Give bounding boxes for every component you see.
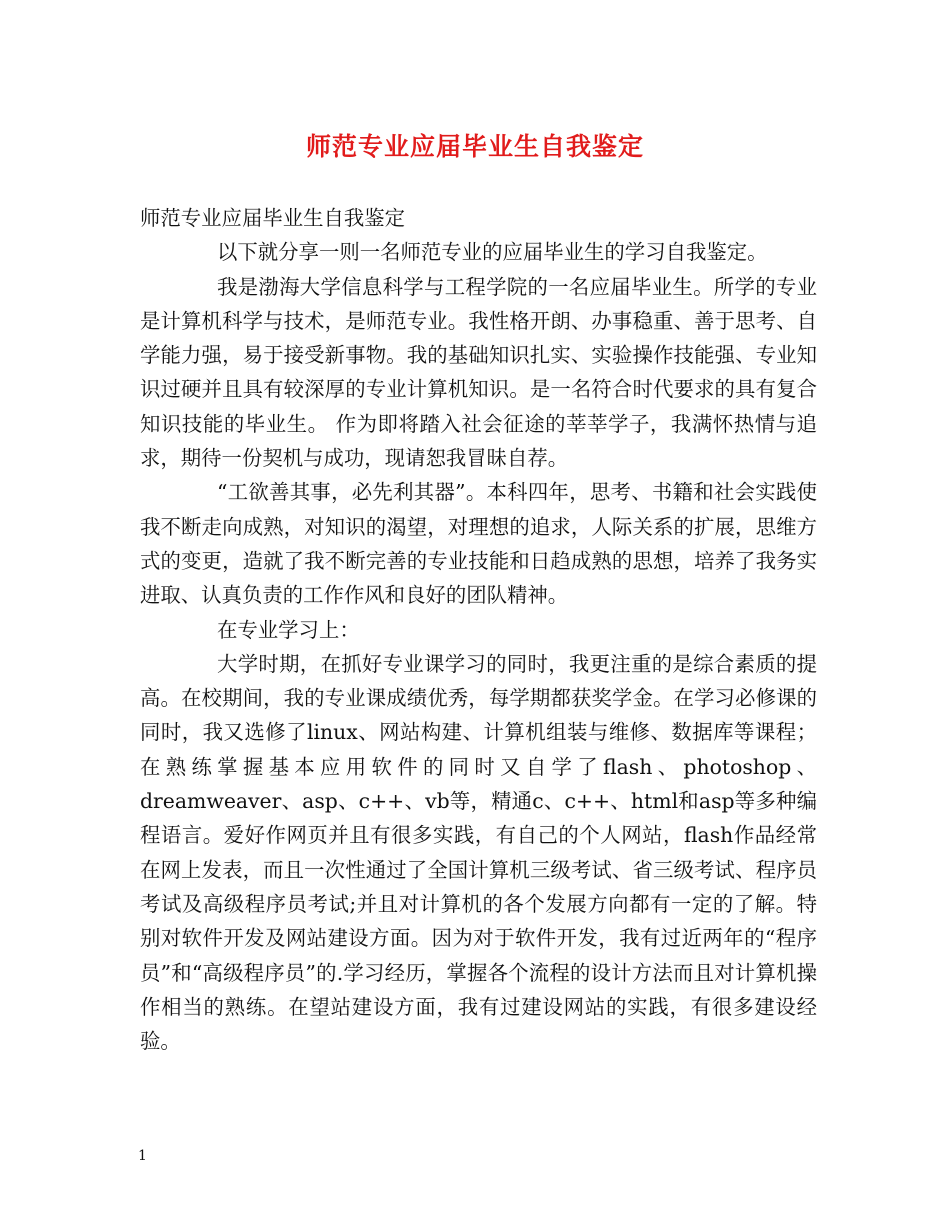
paragraph-self-introduction: 我是渤海大学信息科学与工程学院的一名应届毕业生。所学的专业是计算机科学与技术，是师范专业。我性格开朗、办事稳重、善于思考、自学能力强，易于接受新事物。我的基础知识扎实、实验操作技能强、专业知识过硬并且具有较深厚的专业计算机知识。是一名符合时代要求的具有复合知识技能的毕业生。 作为即将踏入社会征途的莘莘学子，我满怀热情与追求，期待一份契机与成功，现请恕我冒昧自荐。 [140,274,817,471]
paragraph-growth: “工欲善其事，必先利其器”。本科四年，思考、书籍和社会实践使我不断走向成熟，对知识的渴望，对理想的追求，人际关系的扩展，思维方式的变更，造就了我不断完善的专业技能和日趋成熟的思想，培养了我务实进取、认真负责的工作作风和良好的团队精神。 [140,480,817,608]
document-subtitle: 师范专业应届毕业生自我鉴定 [140,206,406,230]
paragraph-intro: 以下就分享一则一名师范专业的应届毕业生的学习自我鉴定。 [217,240,768,265]
document-body [140,201,817,1058]
document-title: 师范专业应届毕业生自我鉴定 [305,132,644,161]
paragraph-university-study: 大学时期，在抓好专业课学习的同时，我更注重的是综合素质的提高。在校期间，我的专业课成绩优秀，每学期都获奖学金。在学习必修课的同时，我又选修了linux、网站构建、计算机组装与维修、数据库等课程；在熟练掌握基本应用软件的同时又自学了flash、photoshop、dreamweaver、asp、c++、vb等，精通c、c++、html和asp等多种编程语言。爱好作网页并且有很多实践，有自己的个人网站，flash作品经常在网上发表，而且一次性通过了全国计算机三级考试、省三级考试、程序员考试及高级程序员考试;并且对计算机的各个发展方向都有一定的了解。特别对软件开发及网站建设方面。因为对于软件开发，我有过近两年的“程序员”和“高级程序员”的.学习经历，掌握各个流程的设计方法而且对计算机操作相当的熟练。在望站建设方面，我有过建设网站的实践，有很多建设经验。 [140,651,817,1054]
page-number: 1 [138,1148,147,1164]
section-heading-professional-study: 在专业学习上： [217,617,360,642]
